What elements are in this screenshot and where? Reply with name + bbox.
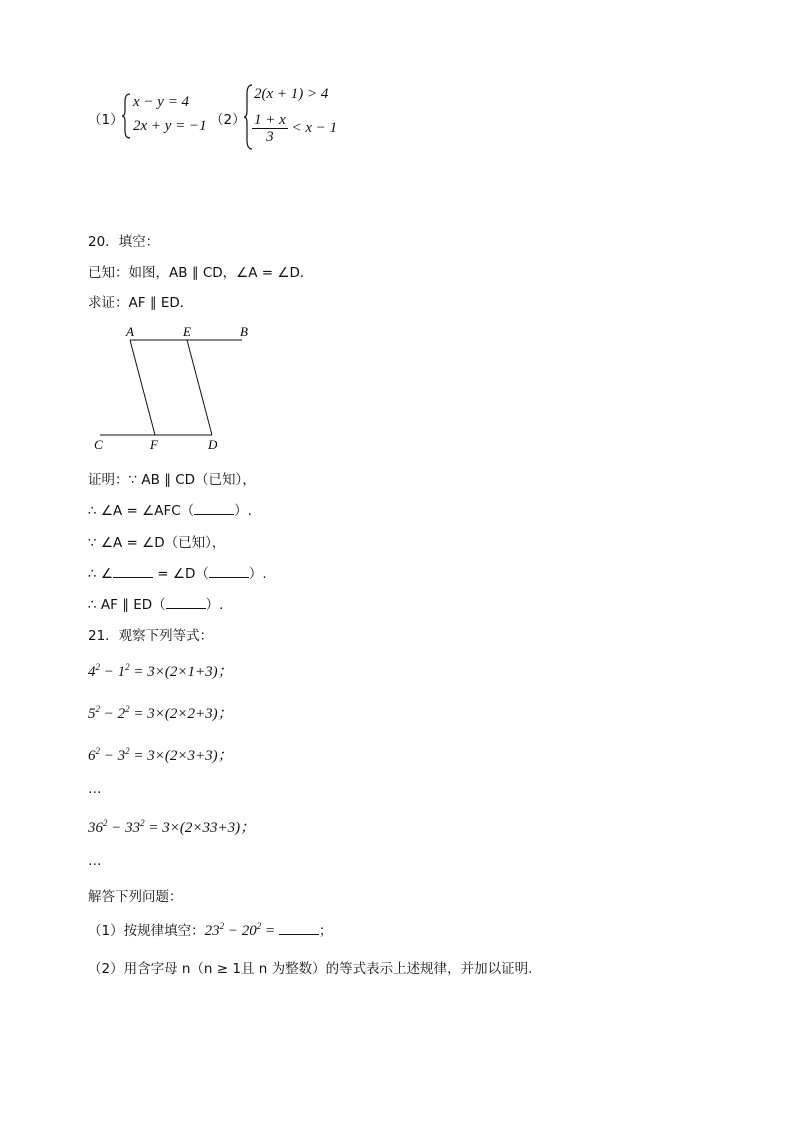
q20-prove: 求证：AF ∥ ED． [88, 295, 194, 311]
proof-line-4-pre: ∴ ∠ [88, 566, 113, 582]
answer-blank[interactable] [166, 596, 206, 609]
label-b: B [240, 324, 248, 339]
q21-ellipsis-1: … [88, 781, 102, 797]
q19-ineq2 [252, 112, 337, 145]
proof-line-3: ∵ ∠A = ∠D（已知）， [88, 535, 226, 551]
answer-blank[interactable] [194, 502, 234, 515]
q21-ellipsis-2: … [88, 853, 102, 869]
proof-line-5 [88, 593, 223, 613]
proof-line-4 [88, 562, 267, 582]
label-c: C [94, 437, 103, 452]
q19-eq2: 2x + y = −1 [133, 118, 207, 134]
q20-title: 20．填空： [88, 234, 160, 250]
proof-line-2-post: ）. [234, 503, 252, 519]
answer-blank[interactable] [209, 565, 249, 578]
q21-title: 21．观察下列等式： [88, 628, 214, 644]
q19-ineq1: 2(x + 1) > 4 [254, 86, 329, 102]
line-af [130, 340, 155, 435]
geometry-figure [90, 322, 260, 454]
answer-blank[interactable] [279, 922, 319, 935]
q21-answer-prompt: 解答下列问题： [88, 889, 183, 905]
proof-line-5-pre: ∴ AF ∥ ED（ [88, 597, 166, 613]
q20-given: 已知：如图，AB ∥ CD，∠A = ∠D． [88, 265, 314, 281]
q19-part1-label: （1） [88, 112, 124, 128]
q21-eq2: $5^2 - 2^2 = 3\times(2\times 2+3)$； [88, 704, 233, 722]
q21-eq1: $4^2 - 1^2 = 3\times(2\times 1+3)$； [88, 662, 233, 680]
label-f: F [150, 437, 158, 452]
answer-blank[interactable] [113, 565, 153, 578]
label-d: D [208, 437, 218, 452]
q19-ineq2-rest: < x − 1 [291, 119, 338, 136]
q21-eq4: $36^2 - 33^2 = 3\times(2\times 33+3)$； [88, 818, 256, 836]
label-a: A [126, 324, 134, 339]
proof-line-4-post: ）. [248, 566, 267, 582]
label-e: E [183, 324, 191, 339]
line-ed [187, 340, 212, 435]
fraction-denominator: 3 [266, 129, 274, 145]
fraction-numerator: 1 + x [254, 112, 286, 128]
proof-line-4-mid: = ∠D（ [152, 566, 209, 582]
proof-line-1: 证明：∵ AB ∥ CD（已知）， [88, 472, 256, 488]
proof-line-5-post: ）. [205, 597, 224, 613]
q21-part2: （2）用含字母 n（n ≥ 1且 n 为整数）的等式表示上述规律，并加以证明. [88, 961, 533, 977]
proof-line-2 [88, 499, 252, 519]
q19-part2-label: （2） [210, 112, 246, 128]
q19-eq1: x − y = 4 [133, 94, 190, 110]
q21-eq3: $6^2 - 3^2 = 3\times(2\times 3+3)$； [88, 746, 233, 764]
proof-line-2-pre: ∴ ∠A = ∠AFC（ [88, 503, 195, 519]
q21-part1: （1）按规律填空：$23^2 - 20^2$ = ； [88, 921, 333, 939]
left-brace-icon [122, 93, 132, 139]
